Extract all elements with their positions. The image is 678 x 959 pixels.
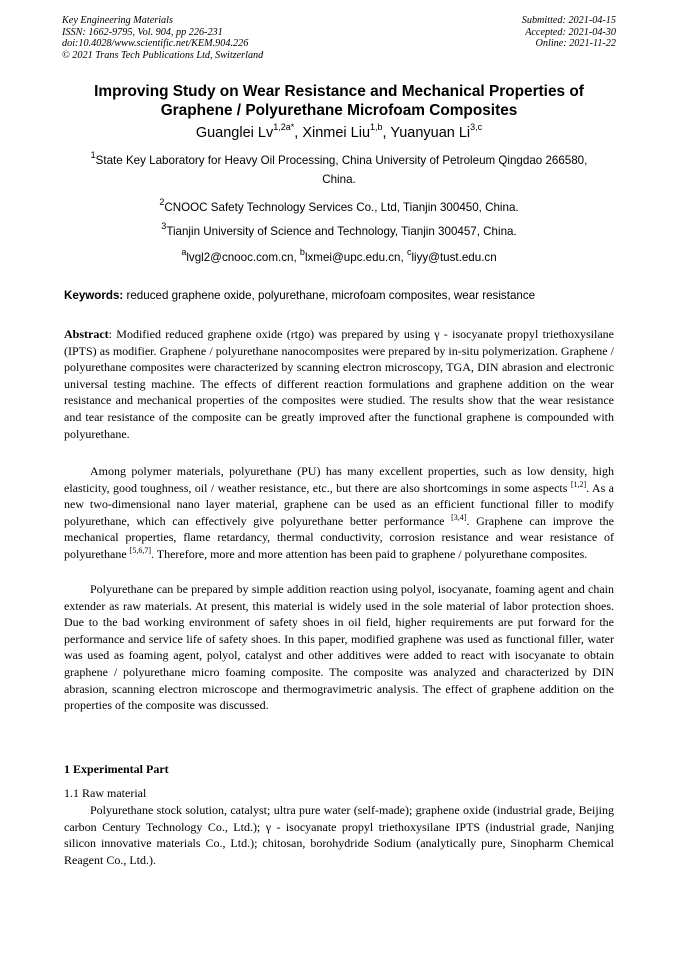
raw-material-paragraph [64, 802, 614, 868]
author-affiliation-mark: 3,c [470, 122, 483, 133]
keywords [64, 288, 624, 304]
dates-header [522, 15, 616, 50]
affiliation-text: CNOOC Safety Technology Services Co., Ltd, Tianjin 300450, China. [164, 201, 519, 214]
intro-paragraph-1 [64, 463, 614, 563]
paragraph-text: Polyurethane stock solution, catalyst; ultra pure water (self-made); graphene oxide (industrial grade, Beijing carbon Century Technology Co., Ltd.); γ - isocyanate propyl triethoxysilane IPTS (industrial grade, Nanjing silicon innovative materials Co., Ltd.); chitosan, borohydride Sodium (analytically pure, Sinopharm Chemical Reagent Co., Ltd.). [64, 803, 614, 867]
paragraph-text: . As a new two-dimensional nano layer material, graphene can be used as an efficient functional filler to modify polyurethane, which can effectively give polyurethane better performance [64, 480, 614, 528]
email-address[interactable]: liyy@tust.edu.cn [411, 251, 497, 264]
affiliation-3 [40, 222, 638, 241]
author-separator: , [382, 125, 391, 141]
author-affiliation-mark: 1,2a* [273, 122, 295, 133]
citation[interactable]: [1,2] [570, 479, 587, 489]
author-separator: , [294, 125, 303, 141]
citation[interactable]: [3,4] [451, 512, 467, 522]
subsection-heading: 1.1 Raw material [64, 786, 147, 800]
abstract-label: Abstract [64, 327, 109, 341]
author-name: Guanglei Lv [195, 125, 274, 141]
affiliation-2 [40, 198, 638, 217]
email-mark: b [299, 247, 305, 258]
email-mark: a [181, 247, 187, 258]
author-list [40, 124, 638, 142]
paragraph-text: Among polymer materials, polyurethane (PU) has many excellent properties, such as low density, high elasticity, good toughness, oil / weather resistance, etc., but there are also shortcomings in some aspects [64, 464, 614, 495]
affiliation-mark: 1 [90, 150, 96, 161]
doi-line: doi:10.4028/www.scientific.net/KEM.904.226 [62, 38, 249, 50]
accepted-date: Accepted: 2021-04-30 [525, 26, 616, 38]
title-line-1: Improving Study on Wear Resistance and Mechanical Properties of [94, 83, 584, 100]
author-name: Xinmei Liu [302, 125, 371, 141]
email-list [40, 248, 638, 267]
email-address[interactable]: lxmei@upc.edu.cn, [304, 251, 407, 264]
affiliation-text-cont: China. [322, 173, 356, 186]
submitted-date: Submitted: 2021-04-15 [521, 15, 616, 26]
copyright-line: © 2021 Trans Tech Publications Ltd, Switzerland [62, 49, 264, 61]
affiliation-mark: 3 [161, 221, 167, 232]
keywords-text: reduced graphene oxide, polyurethane, microfoam composites, wear resistance [123, 289, 536, 302]
author-affiliation-mark: 1,b [370, 122, 383, 133]
author-name: Yuanyuan Li [390, 125, 471, 141]
affiliation-text: Tianjin University of Science and Technology, Tianjin 300457, China. [166, 225, 517, 238]
online-date: Online: 2021-11-22 [535, 38, 616, 50]
issn-line: ISSN: 1662-9795, Vol. 904, pp 226-231 [62, 26, 223, 38]
journal-header [62, 15, 263, 61]
paper-title [40, 82, 638, 120]
email-mark: c [406, 247, 412, 258]
paragraph-text: Polyurethane can be prepared by simple addition reaction using polyol, isocyanate, foaming agent and chain extender as raw materials. At present, this material is widely used in the sole material of labor protection shoes. Due to the bad working environment of safety shoes in oil field, higher requirements are put forward for the performance and service life of safety shoes. In this paper, modified graphene was used as functional filler, water was used as foaming agent, polyol, catalyst and other additives were added to react with isocyanate to obtain graphene / polyurethane micro foaming composite. The composite was analyzed and characterized by DIN abrasion, scanning electron microscope and thermogravimetric analysis. The effect of graphene addition on the properties of the composite was discussed. [64, 582, 614, 713]
citation[interactable]: [5,6,7] [129, 545, 151, 555]
keywords-label: Keywords: [64, 289, 124, 302]
journal-name: Key Engineering Materials [62, 15, 173, 26]
affiliation-text: State Key Laboratory for Heavy Oil Processing, China University of Petroleum Qingdao 266580, [95, 154, 588, 167]
title-line-2: Graphene / Polyurethane Microfoam Composites [160, 102, 518, 119]
abstract-text: : Modified reduced graphene oxide (rtgo) was prepared by using γ - isocyanate propyl triethoxysilane (IPTS) as modifier. Graphene / polyurethane nanocomposites were prepared by in-situ polymerization. Graphene / polyurethane composites were characterized by scanning electron microscopy, TGA, DIN abrasion and electronic universal testing machine. The effects of different reaction formulations and graphene addition on the wear resistance and mechanical properties of the composites were studied. The results show that the wear resistance and tear resistance of the composite can be greatly improved after the functional graphene is compounded with polyurethane. [64, 327, 614, 441]
abstract [64, 326, 614, 442]
paragraph-text: . Therefore, more and more attention has been paid to graphene / polyurethane composites. [150, 546, 588, 561]
intro-paragraph-2 [64, 581, 614, 714]
affiliation-mark: 2 [159, 197, 165, 208]
email-address[interactable]: lvgl2@cnooc.com.cn, [186, 251, 300, 264]
affiliation-1 [40, 151, 638, 189]
paragraph-text: . Graphene can improve the mechanical properties, flame retardancy, thermal conductivity, corrosion resistance and wear resistance of polyurethane [64, 513, 615, 561]
section-heading: 1 Experimental Part [64, 762, 169, 776]
